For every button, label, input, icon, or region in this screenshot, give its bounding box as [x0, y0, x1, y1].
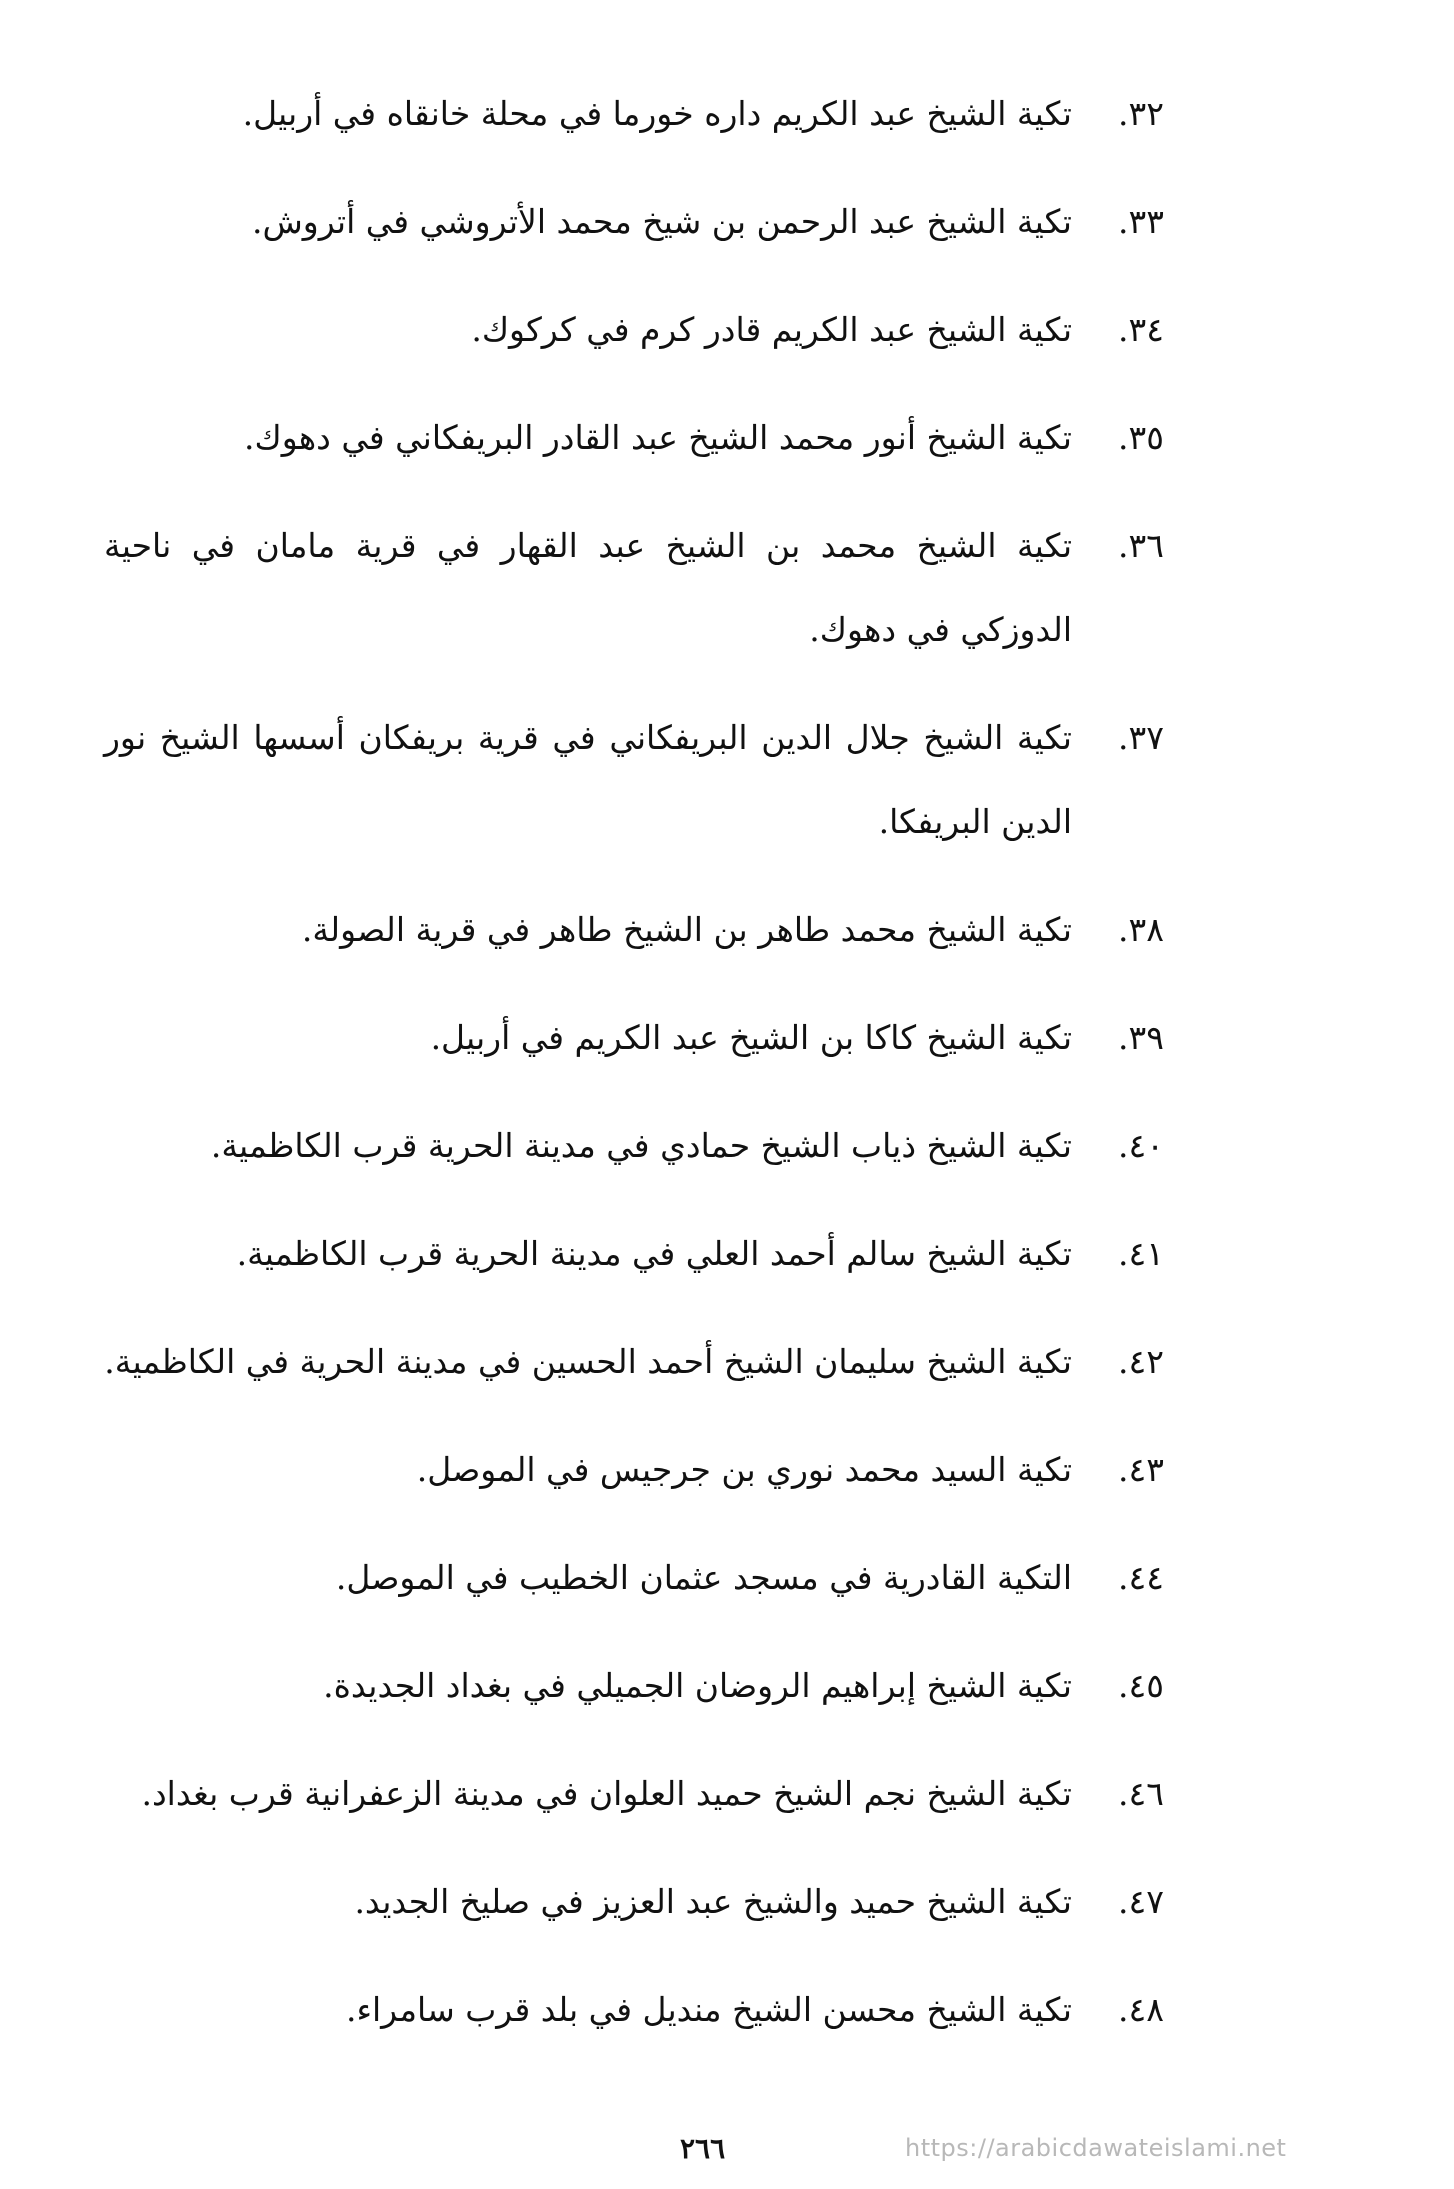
page-footer	[0, 2132, 1454, 2172]
watermark-url: https://arabicdawateislami.net	[905, 2134, 1287, 2162]
list-item	[104, 72, 1164, 156]
item-text: تكية الشيخ عبد الكريم قادر كرم في كركوك.	[471, 310, 1072, 349]
item-text: تكية السيد محمد نوري بن جرجيس في الموصل.	[416, 1450, 1072, 1489]
list-item	[104, 1752, 1164, 1836]
item-number: ٣٢.	[1118, 94, 1164, 133]
item-number: ٣٥.	[1118, 418, 1164, 457]
item-text: تكية الشيخ عبد الرحمن بن شيخ محمد الأتروشي في أتروش.	[251, 202, 1072, 241]
list-item	[104, 180, 1164, 264]
list-item	[104, 1212, 1164, 1296]
takiya-list	[104, 72, 1164, 2076]
item-text: تكية الشيخ محسن الشيخ منديل في بلد قرب سامراء.	[345, 1990, 1072, 2029]
item-number: ٤٨.	[1118, 1990, 1164, 2029]
item-number: ٣٧.	[1118, 718, 1164, 757]
list-item	[104, 288, 1164, 372]
item-text: تكية الشيخ محمد بن الشيخ عبد القهار في قرية مامان في ناحية الدوزكي في دهوك.	[104, 526, 1072, 649]
item-number: ٣٩.	[1118, 1018, 1164, 1057]
item-text: التكية القادرية في مسجد عثمان الخطيب في الموصل.	[335, 1558, 1072, 1597]
item-number: ٤١.	[1118, 1234, 1164, 1273]
item-number: ٤٧.	[1118, 1882, 1164, 1921]
list-item	[104, 1428, 1164, 1512]
item-text: تكية الشيخ ذياب الشيخ حمادي في مدينة الحرية قرب الكاظمية.	[210, 1126, 1072, 1165]
item-number: ٣٦.	[1118, 526, 1164, 565]
list-item	[104, 888, 1164, 972]
item-number: ٣٣.	[1118, 202, 1164, 241]
list-item	[104, 504, 1164, 672]
item-text: تكية الشيخ سليمان الشيخ أحمد الحسين في مدينة الحرية في الكاظمية.	[104, 1342, 1072, 1381]
item-number: ٣٨.	[1118, 910, 1164, 949]
list-item	[104, 1644, 1164, 1728]
page-number: ٢٦٦	[680, 2132, 726, 2165]
item-text: تكية الشيخ كاكا بن الشيخ عبد الكريم في أربيل.	[430, 1018, 1072, 1057]
list-item	[104, 1968, 1164, 2052]
list-item	[104, 1320, 1164, 1404]
item-text: تكية الشيخ نجم الشيخ حميد العلوان في مدينة الزعفرانية قرب بغداد.	[141, 1774, 1072, 1813]
item-number: ٤٢.	[1118, 1342, 1164, 1381]
item-text: تكية الشيخ إبراهيم الروضان الجميلي في بغداد الجديدة.	[323, 1666, 1072, 1705]
item-text: تكية الشيخ محمد طاهر بن الشيخ طاهر في قرية الصولة.	[301, 910, 1072, 949]
item-number: ٤٠.	[1118, 1126, 1164, 1165]
list-item	[104, 1536, 1164, 1620]
item-text: تكية الشيخ جلال الدين البريفكاني في قرية بريفكان أسسها الشيخ نور الدين البريفكا.	[104, 718, 1072, 841]
item-number: ٤٣.	[1118, 1450, 1164, 1489]
item-text: تكية الشيخ حميد والشيخ عبد العزيز في صليخ الجديد.	[354, 1882, 1072, 1921]
list-item	[104, 696, 1164, 864]
list-item	[104, 1860, 1164, 1944]
item-text: تكية الشيخ عبد الكريم داره خورما في محلة خانقاه في أربيل.	[242, 94, 1072, 133]
item-number: ٣٤.	[1118, 310, 1164, 349]
item-text: تكية الشيخ أنور محمد الشيخ عبد القادر البريفكاني في دهوك.	[244, 418, 1072, 457]
item-number: ٤٥.	[1118, 1666, 1164, 1705]
item-number: ٤٤.	[1118, 1558, 1164, 1597]
list-item	[104, 1104, 1164, 1188]
item-number: ٤٦.	[1118, 1774, 1164, 1813]
list-item	[104, 996, 1164, 1080]
item-text: تكية الشيخ سالم أحمد العلي في مدينة الحرية قرب الكاظمية.	[236, 1234, 1072, 1273]
list-item	[104, 396, 1164, 480]
